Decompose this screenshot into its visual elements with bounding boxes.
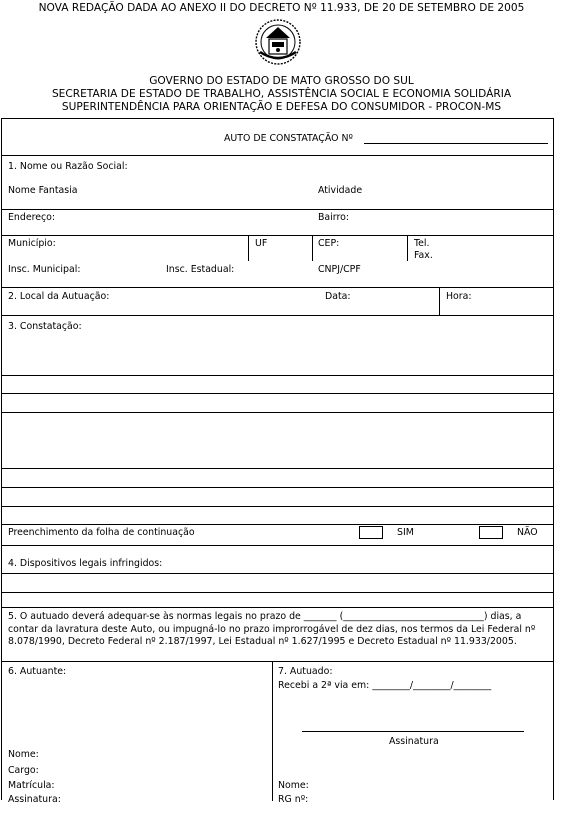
form-title: AUTO DE CONSTATAÇÃO Nº [224,133,353,144]
item5-text: 5. O autuado deverá adequar-se às normas legais no prazo de _______ (______________________________) dias, a contar da lavratura deste Auto, ou impugná-lo no prazo improrrogável de dez dias, nos termos da Lei Federal nº 8.078/1990, Decreto Federal nº 2.187/1997, Lei Estadual nº 1.627/1995 e Decreto Estadual nº 11.933/2005. [8,611,536,647]
autuado-rg-label: RG nº: [278,794,309,805]
tel-label: Tel. [414,238,430,249]
autuado-signature-line[interactable] [302,731,524,732]
insc-estadual-label: Insc. Estadual: [166,264,235,275]
autuante-cargo-label: Cargo: [8,765,39,776]
cep-label: CEP: [318,238,340,249]
insc-municipal-label: Insc. Municipal: [8,264,81,275]
sim-checkbox[interactable] [359,526,383,539]
local-autuacao-label: 2. Local da Autuação: [8,291,110,302]
cnpj-cpf-label: CNPJ/CPF [318,264,361,275]
state-crest-icon [254,18,302,66]
procon-title: SUPERINTENDÊNCIA PARA ORIENTAÇÃO E DEFESA DO CONSUMIDOR - PROCON-MS [61,101,502,113]
autuante-matricula-label: Matrícula: [8,780,55,791]
hora-label: Hora: [446,291,472,302]
atividade-label: Atividade [318,185,363,196]
continuation-sheet-label: Preenchimento da folha de continuação [8,527,195,538]
nao-checkbox[interactable] [479,526,503,539]
fax-label: Fax. [414,250,433,261]
bairro-label: Bairro: [318,212,350,223]
nao-label: NÃO [517,527,538,538]
decree-header: NOVA REDAÇÃO DADA AO ANEXO II DO DECRETO Nº 11.933, DE 20 DE SETEMBRO DE 2005 [38,2,525,14]
autuado-nome-label: Nome: [278,780,309,791]
recebi-via-field[interactable]: Recebi a 2ª via em: ________/________/________ [278,680,492,691]
dispositivos-label: 4. Dispositivos legais infringidos: [8,558,163,569]
autuado-assinatura-caption: Assinatura [389,736,439,747]
uf-label: UF [255,238,268,249]
endereco-label: Endereço: [8,212,56,223]
secretaria-title: SECRETARIA DE ESTADO DE TRABALHO, ASSISTÊNCIA SOCIAL E ECONOMIA SOLIDÁRIA [51,88,512,100]
autuante-nome-label: Nome: [8,749,39,760]
sim-label: SIM [397,527,414,538]
nome-razao-label: 1. Nome ou Razão Social: [8,161,128,172]
autuado-label: 7. Autuado: [278,666,333,677]
constatacao-label: 3. Constatação: [8,321,82,332]
nome-fantasia-label: Nome Fantasia [8,185,78,196]
auto-constatacao-form [1,118,554,805]
gov-title: GOVERNO DO ESTADO DE MATO GROSSO DO SUL [149,75,414,87]
autuante-assinatura-label: Assinatura: [8,794,61,805]
municipio-label: Município: [8,238,56,249]
data-label: Data: [325,291,351,302]
autuante-label: 6. Autuante: [8,666,67,677]
auto-number-field[interactable] [364,143,548,144]
